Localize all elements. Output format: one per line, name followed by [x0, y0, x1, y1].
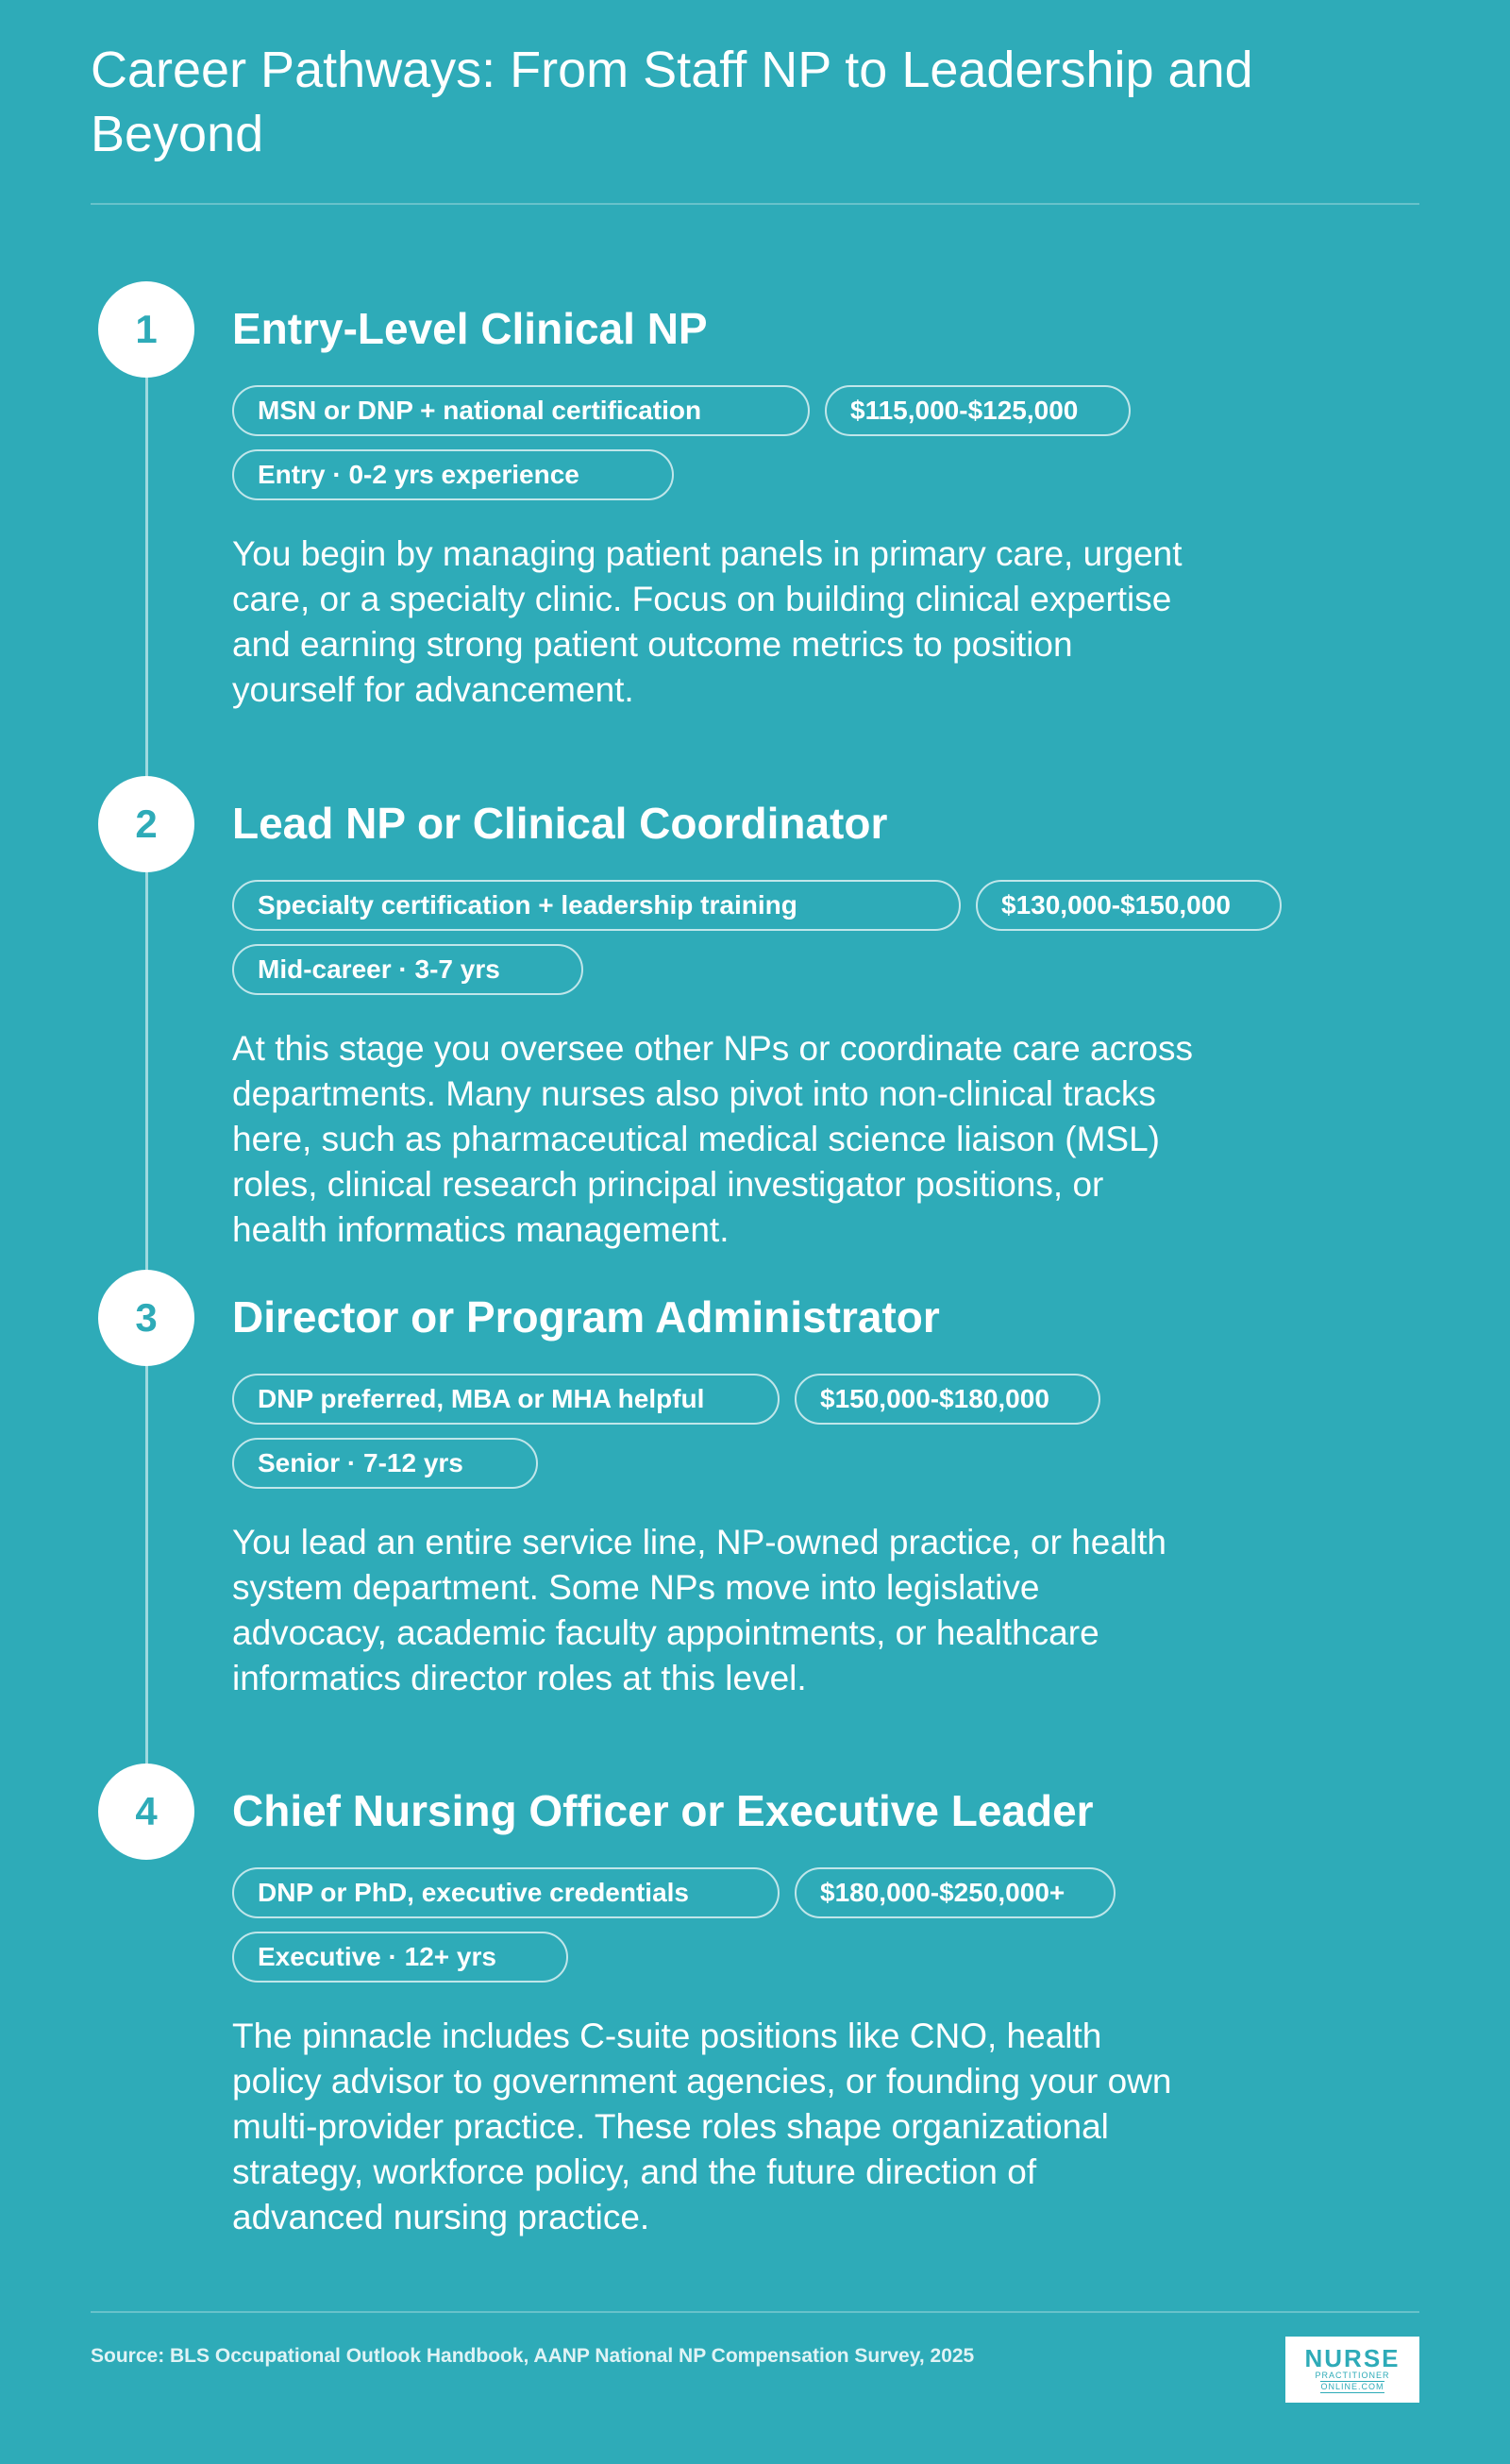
logo-wordmark: NURSE — [1304, 2344, 1401, 2372]
education-pill: DNP preferred, MBA or MHA helpful — [232, 1374, 780, 1425]
footer-divider — [91, 2311, 1419, 2313]
experience-pill: Executive · 12+ yrs — [232, 1932, 568, 1983]
step-title: Chief Nursing Officer or Executive Leader — [232, 1786, 1094, 1835]
education-pill: Specialty certification + leadership training — [232, 880, 961, 931]
step-number-badge: 1 — [98, 281, 194, 378]
salary-pill: $130,000-$150,000 — [976, 880, 1282, 931]
brand-logo — [1285, 2337, 1419, 2403]
experience-pill: Mid-career · 3-7 yrs — [232, 944, 583, 995]
step-number-badge: 3 — [98, 1270, 194, 1366]
step-title: Entry-Level Clinical NP — [232, 304, 708, 353]
salary-pill: $180,000-$250,000+ — [795, 1867, 1116, 1918]
step-number-badge: 4 — [98, 1764, 194, 1860]
salary-pill: $115,000-$125,000 — [825, 385, 1131, 436]
step-number-badge: 2 — [98, 776, 194, 872]
step-description: The pinnacle includes C-suite positions like CNO, health policy advisor to government agencies, or founding your own multi-provider practice. These roles shape organizational strategy, workforce policy, and the future direction of advanced nursing practice. — [232, 2017, 1172, 2236]
step-description: At this stage you oversee other NPs or coordinate care across departments. Many nurses also pivot into non-clinical tracks here, such as pharmaceutical medical science liaison (MSL) roles, clinical research principal investigator positions, or health informatics management. — [232, 1029, 1194, 1249]
logo-url: ONLINE.COM — [1320, 2382, 1384, 2391]
page-title: Career Pathways: From Staff NP to Leadership and Beyond — [91, 42, 1253, 162]
step-title: Lead NP or Clinical Coordinator — [232, 799, 888, 848]
logo-subtitle: PRACTITIONER — [1315, 2371, 1390, 2380]
experience-pill: Entry · 0-2 yrs experience — [232, 449, 674, 500]
step-title: Director or Program Administrator — [232, 1292, 940, 1342]
step-description: You begin by managing patient panels in primary care, urgent care, or a specialty clinic. Focus on building clinical expertise and earning strong patient outcome metrics to position yourself for advancement. — [232, 534, 1183, 709]
experience-pill: Senior · 7-12 yrs — [232, 1438, 538, 1489]
timeline-line — [145, 312, 148, 1822]
step-description: You lead an entire service line, NP-owned practice, or health system department. Some NPs move into legislative advocacy, academic faculty appointments, or healthcare informatics director roles at this level. — [232, 1523, 1166, 1697]
source-citation: Source: BLS Occupational Outlook Handbook, AANP National NP Compensation Survey, 2025 — [91, 2345, 975, 2367]
header-divider — [91, 203, 1419, 205]
education-pill: MSN or DNP + national certification — [232, 385, 810, 436]
salary-pill: $150,000-$180,000 — [795, 1374, 1100, 1425]
education-pill: DNP or PhD, executive credentials — [232, 1867, 780, 1918]
